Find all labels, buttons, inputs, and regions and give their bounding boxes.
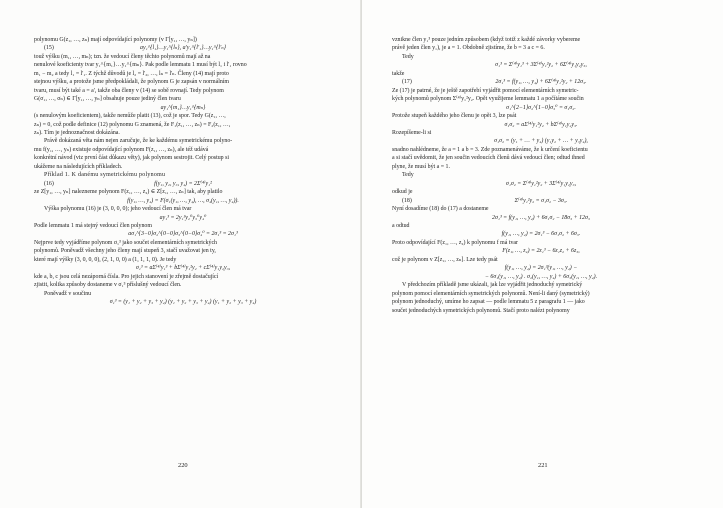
equation-line [34,298,332,306]
equation-body: f(y₁, y₂, y₃, y₄) = 2Σ⁽⁴⁾y₁² [154,180,212,187]
text-line: ukážeme na následujících příkladech. [34,163,123,170]
text-line: zₙ) = 0, což podle definice (12) polynomu G znamená, že F₁(z₁, …, zₙ) = F₂(z₁, …, [34,121,231,128]
equation-line [392,247,690,255]
paragraph-first-line: Poněvadž v součinu [44,290,92,297]
text-line: Podle lemmatu 1 má stejný vedoucí člen polynom [34,222,152,229]
text-line: právě jeden člen y₁), je a = 1. Obdobně zjistíme, že b = 3 a c = 6. [392,45,545,52]
text-line: odkud je [392,189,413,196]
equation-line [34,104,332,112]
text-line: zjistit, kolika způsoby dostaneme v σ₁³ příslušný vedoucí člen. [34,282,182,289]
equation-line [392,273,690,281]
equation-body: 2σ₁³ = f(y₁, …, y₄) + 6σ₁σ₂ − 18σ₃ + 12σ₃ [492,214,590,221]
equation-line [34,197,332,205]
equation-body: f(y₁, …, y₄) = 2σ₁³ − 6σ₁σ₂ + 6σ₃. [501,231,581,238]
equation-number: (18) [402,197,412,204]
equation-number: (17) [402,79,412,86]
equation-body: − 6σ₁(y₁, …, y₄) . σ₂(y₁, …, y₄) + 6σ₃(y₁, …, y₄). [484,273,598,280]
equation-body: σ₁³ = Σ⁽⁴⁾y₁³ + 3Σ⁽⁴⁾y₁²y₂ + 6Σ⁽⁴⁾y₁y₂y₃, [495,62,587,69]
text-line: polynom pomocí elementárních symetrických polynomů. Není-li daný (symetrický) [392,290,590,297]
equation-body: aσ₁^{3−0}σ₂^{0−0}σ₃^{0−0}σ₄⁰ = 2σ₁³ = 2σ₁³ [128,231,238,238]
text-line: kde a, b, c jsou celá nezáporná čísla. Pro jejich stanovení je zřejmě dostačující [34,273,219,280]
text-line: mu f(y₁, …, yₙ) existuje odpovídající polynom F(z₁, …, zₙ), ale též udává [34,146,209,153]
text-line: (s nenulovým koeficientem), takže nemůže platit (13), což je spor. Tedy G(z₁, …, [34,113,226,120]
equation-line [34,180,332,188]
left-page-number: 220 [178,462,188,469]
equation-line [392,180,690,188]
equation-body: f(y₁, …, y₄) = F(σ₁(y₁, …, y₄), …, σ₄(y₁, …, y₄)). [127,197,239,204]
equation-body: F(z₁, …, z₄) = 2z₁³ − 6z₁z₂ + 6z₃, [502,248,580,255]
right-page-text [392,36,690,315]
equation-line [392,78,690,86]
text-line: Proto odpovídající F(z₁, …, z₄) k polynomu f má tvar [392,239,518,246]
equation-line [392,230,690,238]
text-line: stejnou výšku, a protože jsme předpokládali, že polynom G je zapsán v normálním [34,79,229,86]
equation-body: 2σ₁³ = f(y₁, …, y₄) + 6Σ⁽⁴⁾y₁²y₂ + 12σ₃. [495,79,587,86]
text-line: touž výšku (m₁, …, mₙ); tzn. že vedoucí členy těchto polynomů mají až na [34,53,211,60]
text-line: a si stačí uvědomit, že jen součin vedoucích členů dává vedoucí člen; odtud ihned [392,155,585,162]
text-line: Ze (17) je patrné, že je ještě zapotřebí vyjádřit pomocí elementárních symetric- [392,87,579,94]
text-line: m₁ − m₂ a tedy l₁ = l'₁. Z týchž důvodů je l₂ = l'₂, …, lₙ = l'ₙ. Členy (14) mají proto [34,70,229,77]
equation-body: Σ⁽⁴⁾y₁²y₂ = σ₁σ₂ − 3σ₃. [514,197,568,204]
paragraph-first-line: V předchozím příkladě jsme ukázali, jak lze vyjádřit jednoduchý symetrický [402,282,583,289]
equation-line [34,230,332,238]
equation-body: ay₁^{l₁}…y₁^{lₙ}, a'y₁^{l'₁}…y₁^{l'ₙ} [140,45,226,52]
paragraph-first-line: Výška polynomu (16) je (3, 0, 0, 0); jeho vedoucí člen má tvar [44,206,192,213]
equation-body: σ₁^{2−1}σ₂^{1−0}σ₃⁰ = σ₁σ₂. [506,104,576,111]
text-line: polynom jednoduchý, umíme ho zapsat — podle lemmatu 5 z paragrafu 1 — jako [392,299,585,306]
example-heading: Příklad 1. K danému symetrickému polynomu [44,172,166,179]
equation-line [34,214,332,222]
paragraph-first-line: Tedy [402,53,414,60]
text-line: takže [392,70,405,77]
text-line: plyne, že musí být a = 1. [392,163,450,170]
equation-line [392,214,690,222]
right-page [362,0,723,508]
left-page-text [34,36,332,307]
text-line: Rozepíšeme-li si [392,129,432,136]
equation-body: σ₁σ₂ = Σ⁽⁴⁾y₁²y₂ + 3Σ⁽⁴⁾y₁y₂y₃, [505,180,577,187]
paragraph-first-line: Právě dokázaná věta nám nejen zaručuje, že ke každému symetrickému polyno- [44,138,233,145]
text-line: konkrétní návod (viz první část důkazu věty), jak polynom sestrojit. Celý postup si [34,155,230,162]
text-line: tvaru, musí být také a = a', takže oba členy v (14) se sobě rovnají. Tedy polynom [34,87,224,94]
equation-line [392,121,690,129]
right-page-number: 221 [538,462,548,469]
text-line: zₙ). Tím je jednoznačnost dokázána. [34,129,120,136]
text-line: které mají výšky (3, 0, 0, 0), (2, 1, 0, 0) a (1, 1, 1, 0). Je tedy [34,256,177,263]
text-line: Protože stupeň každého jeho členu je opět 3, lze psát [392,113,517,120]
text-line: G(σ₁, …, σₙ) ∈ Γ[y₁, …, yₙ] obsahuje pouze jediný člen tvaru [34,96,181,103]
equation-line [392,104,690,112]
equation-line [392,197,690,205]
text-line: polynomů. Poněvadž všechny jeho členy mají stupeň 3, stačí uvažovat jen ty, [34,248,216,255]
equation-body: σ₁³ = (y₁ + y₂ + y₃ + y₄) (y₁ + y₂ + y₃ + y₄) (y₁ + y₂ + y₃ + y₄) [109,299,257,306]
text-line: ze Z[y₁, …, yₙ] nalezneme polynom F(z₁, …, z₄) ∈ Z[z₁, …, zₙ] tak, aby platilo [34,189,223,196]
equation-body: f(y₁, …, y₄) = 2σ₁³(y₁, …, y₄) − [504,265,578,272]
text-line: kých polynomů polynom Σ⁽⁴⁾y₁²y₂. Opět využijeme lemmatu 1 a počítáme součin [392,96,584,103]
text-line: součet jednoduchých symetrických polynomů. Stačí proto nalézt polynomy [392,307,570,314]
equation-number: (15) [44,45,54,52]
equation-line [34,264,332,272]
paragraph-first-line: Tedy [402,172,414,179]
left-page [0,0,361,508]
text-line: což je polynom v Z[z₁, …, zₙ]. Lze tedy psát [392,256,498,263]
text-line: snadno nahlédneme, že a = 1 a b = 3. Zde poznamenáváme, že k určení koeficientu [392,146,588,153]
text-line: Nyní dosadíme (18) do (17) a dostaneme [392,206,489,213]
text-line: vznikne člen y₁³ pouze jedním způsobem (když totiž z každé závorky vybereme [392,37,581,43]
text-line: polynomu G(z₁, …, zₙ) mají odpovídající polynomy (v Γ[y₁, …, yₙ]) [34,37,197,43]
equation-line [392,61,690,69]
equation-body: σ₁σ₂ = (y₁ + … + y₄) (y₁y₂ + … + y₃y₄), [494,138,588,145]
text-line: a odtud [392,222,410,229]
equation-body: ay₁³ = 2y₁³y₂⁰y₃⁰y₄⁰ [159,214,207,221]
equation-line [34,44,332,52]
text-line: Nejprve tedy vyjádříme polynom σ₁³ jako součet elementárních symetrických [34,239,218,246]
equation-line [392,137,690,145]
equation-body: σ₁³ = aΣ⁽⁴⁾y₁³ + bΣ⁽⁴⁾y₁²y₂ + cΣ⁽⁴⁾y₁y₂y₃, [135,265,231,272]
equation-body: σ₁σ₂ = aΣ⁽⁴⁾y₁²y₂ + bΣ⁽⁴⁾y₁y₂y₃. [504,121,578,128]
equation-body: ay₁^{m₁}…y₁^{mₙ} [160,104,206,111]
text-line: nenulové koeficienty tvar y₁^{m₁}…y₁^{mₙ}. Pak podle lemmatu 1 musí být l₁ i l'₁ rovno [34,62,247,69]
equation-line [392,264,690,272]
equation-number: (16) [44,180,54,187]
